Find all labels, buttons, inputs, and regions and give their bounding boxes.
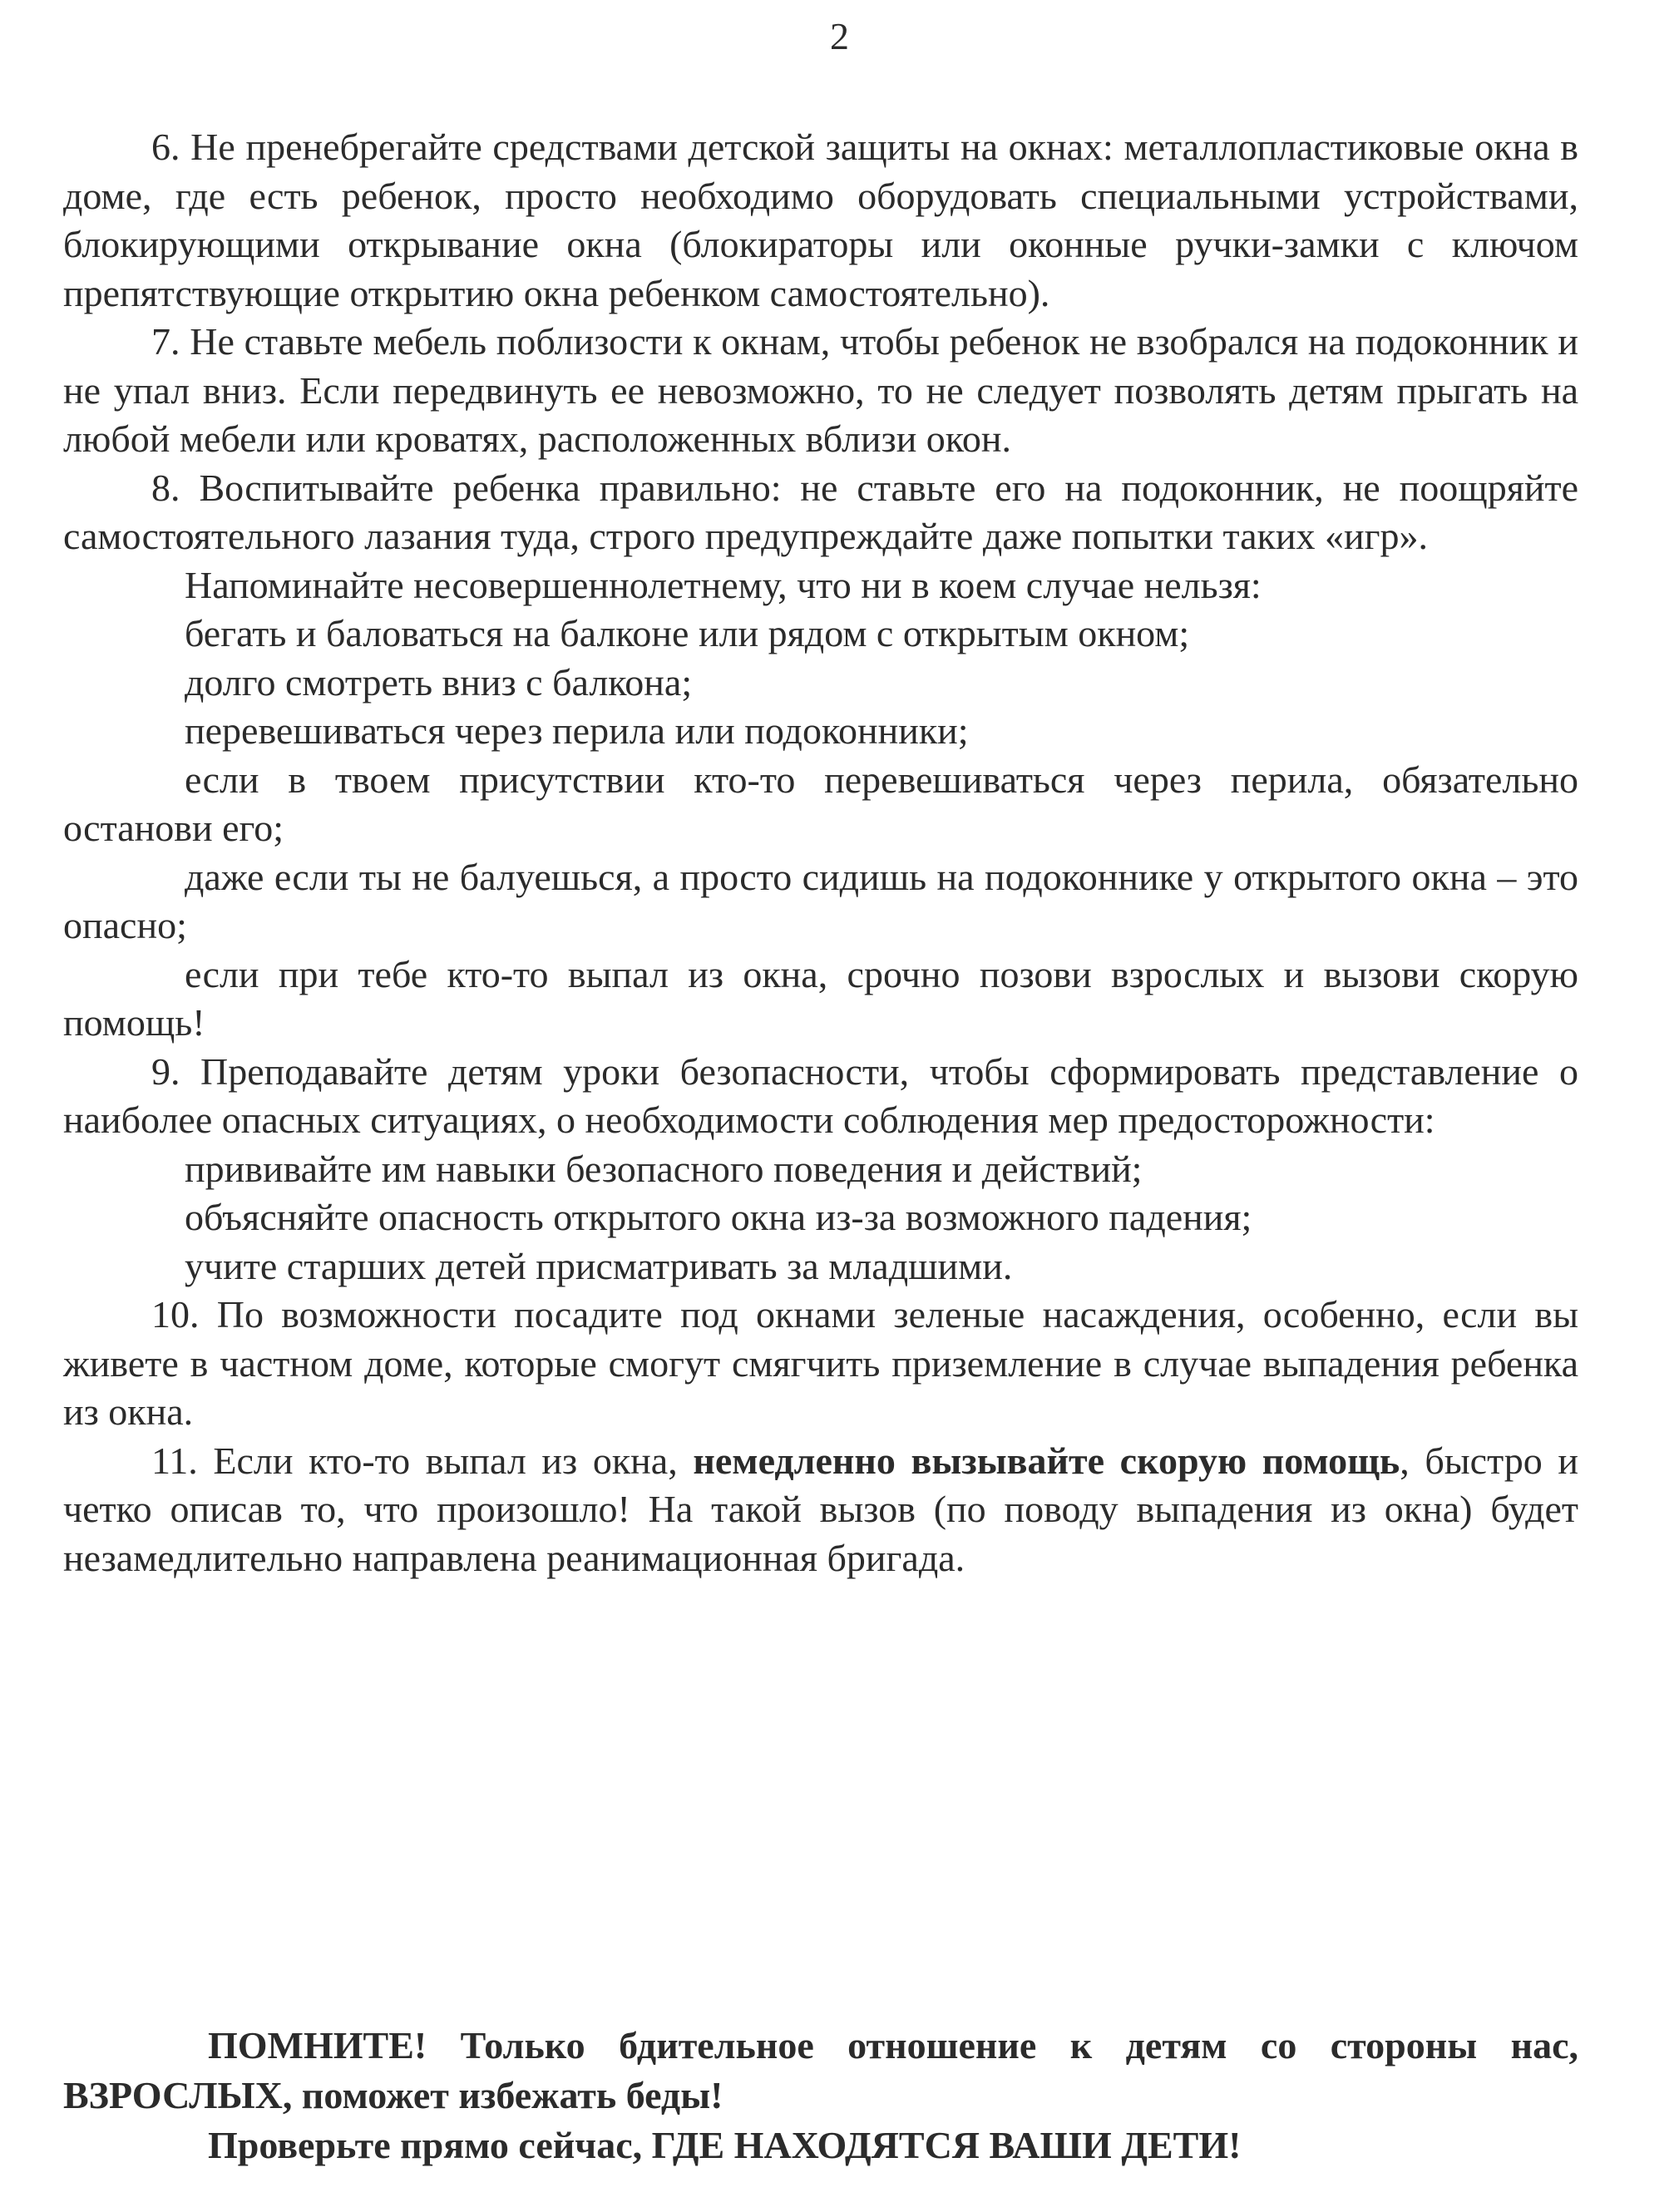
paragraph-9: 9. Преподавайте детям уроки безопасности, чтобы сформировать представление о наиболее опасных ситуациях, о необходимости соблюдения мер предосторожности: [63, 1049, 1578, 1141]
reminder-item-2: долго смотреть вниз с балкона; [185, 660, 693, 704]
paragraph-11 [63, 1437, 1578, 1583]
paragraph-11-end: , быстро и четко описав то, что произошло! На такой вызов (по поводу выпадения из окна) будет незамедлительно направлена реанимационная бригада. [63, 1439, 1578, 1579]
paragraph-8: 8. Воспитывайте ребенка правильно: не ставьте его на подоконник, не поощряйте самостоятельного лазания туда, строго предупреждайте даже попытки таких «игр». [63, 466, 1578, 557]
paragraph-10: 10. По возможности посадите под окнами зеленые насаждения, особенно, если вы живете в частном доме, которые смогут смягчить приземление в случае выпадения ребенка из окна. [63, 1293, 1578, 1433]
paragraph-7: 7. Не ставьте мебель поблизости к окнам, чтобы ребенок не взобрался на подоконник и не упал вниз. Если передвинуть ее невозможно, то не следует позволять детям прыгать на любой мебели или кроватях, расположенных вблизи окон. [63, 320, 1578, 460]
paragraph-11-start: 11. Если кто-то выпал из окна, [151, 1439, 694, 1482]
reminder-intro: Напоминайте несовершеннолетнему, что ни в коем случае нельзя: [185, 563, 1262, 606]
paragraph-11-emphasis: немедленно вызывайте скорую помощь [693, 1439, 1400, 1482]
reminder-item-6: если при тебе кто-то выпал из окна, срочно позови взрослых и вызови скорую помощь! [63, 952, 1578, 1044]
lesson-item-2: объясняйте опасность открытого окна из-за возможного падения; [185, 1196, 1252, 1238]
reminder-item-1: бегать и баловаться на балконе или рядом с открытым окном; [185, 612, 1190, 654]
footer-line-2: Проверьте прямо сейчас, ГДЕ НАХОДЯТСЯ ВАШИ ДЕТИ! [208, 2124, 1242, 2166]
reminder-item-4: если в твоем присутствии кто-то перевешиваться через перила, обязательно останови его; [63, 758, 1578, 849]
reminder-item-5: даже если ты не балуешься, а просто сидишь на подоконнике у открытого окна – это опасно; [63, 855, 1578, 946]
footer-warning [63, 2021, 1578, 2170]
page-number: 2 [830, 15, 849, 57]
lesson-item-3: учите старших детей присматривать за младшими. [185, 1244, 1013, 1287]
lesson-item-1: прививайте им навыки безопасного поведения и действий; [185, 1147, 1143, 1190]
document-body [63, 123, 1578, 1582]
reminder-item-3: перевешиваться через перила или подоконники; [185, 709, 969, 752]
paragraph-6: 6. Не пренебрегайте средствами детской защиты на окнах: металлопластиковые окна в доме, где есть ребенок, просто необходимо оборудовать специальными устройствами, блокирующими открывание окна (блокираторы или оконные ручки-замки с ключом препятствующие открытию окна ребенком самостоятельно). [63, 126, 1578, 314]
footer-line-1: ПОМНИТЕ! Только бдительное отношение к детям со стороны нас, ВЗРОСЛЫХ, поможет избежать беды! [63, 2024, 1578, 2116]
